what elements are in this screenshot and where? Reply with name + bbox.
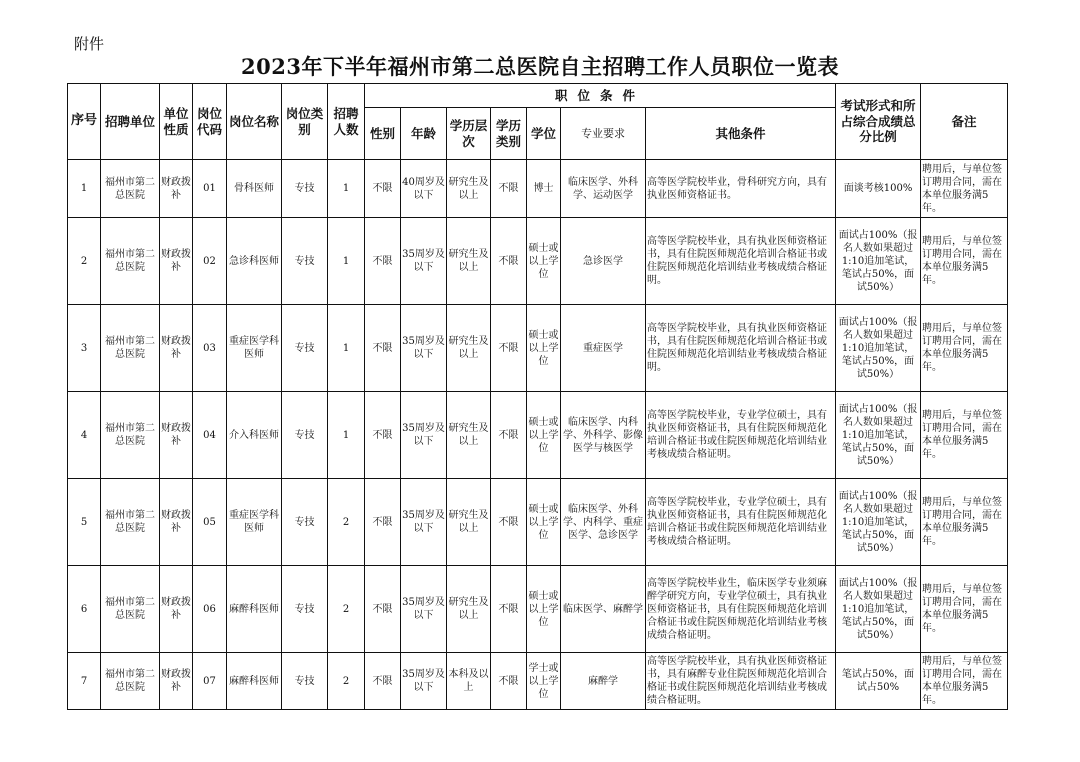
cell-unit: 福州市第二总医院: [101, 566, 160, 653]
cell-age: 35周岁及以下: [401, 653, 447, 710]
header-post-name: 岗位名称: [227, 84, 282, 160]
cell-remark: 聘用后，与单位签订聘用合同，需在本单位服务满5年。: [921, 218, 1008, 305]
cell-code: 02: [193, 218, 227, 305]
table-row: [68, 218, 1008, 305]
cell-major: 麻醉学: [561, 653, 646, 710]
table-row: [68, 653, 1008, 710]
cell-other: 高等医学院校毕业生，临床医学专业须麻醉学研究方向，专业学位硕士，具有执业医师资格证书，具有住院医师规范化培训合格证书或住院医师规范化培训结业考核成绩合格证明。: [646, 566, 836, 653]
cell-exam: 面试占100%（报名人数如果超过1:10追加笔试，笔试占50%，面试50%）: [836, 305, 921, 392]
cell-edu-type: 不限: [491, 479, 527, 566]
cell-count: 1: [328, 218, 365, 305]
cell-code: 05: [193, 479, 227, 566]
header-exam: 考试形式和所占综合成绩总分比例: [836, 84, 921, 160]
header-count: 招聘人数: [328, 84, 365, 160]
cell-nature: 财政拨补: [160, 160, 193, 218]
cell-exam: 笔试占50%，面试占50%: [836, 653, 921, 710]
cell-unit: 福州市第二总医院: [101, 392, 160, 479]
header-gender: 性别: [365, 108, 401, 160]
cell-count: 2: [328, 479, 365, 566]
cell-degree: 硕士或以上学位: [527, 479, 561, 566]
header-edu-type: 学历类别: [491, 108, 527, 160]
cell-major: 临床医学、外科学、内科学、重症医学、急诊医学: [561, 479, 646, 566]
cell-code: 06: [193, 566, 227, 653]
cell-remark: 聘用后，与单位签订聘用合同，需在本单位服务满5年。: [921, 479, 1008, 566]
cell-major: 临床医学、麻醉学: [561, 566, 646, 653]
cell-count: 1: [328, 392, 365, 479]
cell-edu: 研究生及以上: [447, 218, 491, 305]
header-code: 岗位代码: [193, 84, 227, 160]
cell-edu-type: 不限: [491, 160, 527, 218]
cell-seq: 5: [68, 479, 101, 566]
positions-table: [67, 83, 1008, 710]
header-conditions: 职位条件: [365, 84, 836, 108]
cell-type: 专技: [282, 160, 328, 218]
cell-unit: 福州市第二总医院: [101, 653, 160, 710]
cell-other: 高等医学院校毕业，具有执业医师资格证书，具有麻醉专业住院医师规范化培训合格证书或住院医师规范化培训结业考核成绩合格证明。: [646, 653, 836, 710]
cell-unit: 福州市第二总医院: [101, 218, 160, 305]
cell-unit: 福州市第二总医院: [101, 305, 160, 392]
header-unit: 招聘单位: [101, 84, 160, 160]
table-row: [68, 479, 1008, 566]
cell-age: 35周岁及以下: [401, 305, 447, 392]
cell-degree: 学士或以上学位: [527, 653, 561, 710]
table-row: [68, 392, 1008, 479]
cell-nature: 财政拨补: [160, 479, 193, 566]
cell-seq: 7: [68, 653, 101, 710]
cell-gender: 不限: [365, 479, 401, 566]
cell-type: 专技: [282, 392, 328, 479]
cell-edu-type: 不限: [491, 218, 527, 305]
cell-type: 专技: [282, 479, 328, 566]
cell-name: 麻醉科医师: [227, 653, 282, 710]
cell-remark: 聘用后，与单位签订聘用合同，需在本单位服务满5年。: [921, 305, 1008, 392]
cell-name: 急诊科医师: [227, 218, 282, 305]
cell-gender: 不限: [365, 305, 401, 392]
cell-count: 2: [328, 566, 365, 653]
cell-nature: 财政拨补: [160, 305, 193, 392]
cell-seq: 2: [68, 218, 101, 305]
cell-name: 重症医学科医师: [227, 305, 282, 392]
cell-degree: 硕士或以上学位: [527, 305, 561, 392]
cell-gender: 不限: [365, 653, 401, 710]
table-row: [68, 305, 1008, 392]
cell-degree: 硕士或以上学位: [527, 218, 561, 305]
cell-age: 35周岁及以下: [401, 566, 447, 653]
cell-major: 重症医学: [561, 305, 646, 392]
page-title: 2023年下半年福州市第二总医院自主招聘工作人员职位一览表: [241, 54, 839, 79]
table-row: [68, 566, 1008, 653]
header-edu-level: 学历层次: [447, 108, 491, 160]
cell-degree: 硕士或以上学位: [527, 566, 561, 653]
header-unit-nature: 单位性质: [160, 84, 193, 160]
cell-name: 重症医学科医师: [227, 479, 282, 566]
cell-remark: 聘用后，与单位签订聘用合同，需在本单位服务满5年。: [921, 392, 1008, 479]
cell-degree: 博士: [527, 160, 561, 218]
cell-unit: 福州市第二总医院: [101, 479, 160, 566]
cell-other: 高等医学院校毕业，专业学位硕士，具有执业医师资格证书，具有住院医师规范化培训合格证书或住院医师规范化培训结业考核成绩合格证明。: [646, 392, 836, 479]
cell-edu: 本科及以上: [447, 653, 491, 710]
cell-gender: 不限: [365, 566, 401, 653]
cell-edu: 研究生及以上: [447, 392, 491, 479]
cell-code: 07: [193, 653, 227, 710]
cell-edu: 研究生及以上: [447, 305, 491, 392]
header-major: 专业要求: [561, 108, 646, 160]
cell-exam: 面试占100%（报名人数如果超过1:10追加笔试，笔试占50%，面试50%）: [836, 218, 921, 305]
cell-name: 麻醉科医师: [227, 566, 282, 653]
header-post-type: 岗位类别: [282, 84, 328, 160]
cell-other: 高等医学院校毕业，具有执业医师资格证书，具有住院医师规范化培训合格证书或住院医师规范化培训结业考核成绩合格证明。: [646, 218, 836, 305]
cell-code: 01: [193, 160, 227, 218]
cell-type: 专技: [282, 218, 328, 305]
cell-seq: 4: [68, 392, 101, 479]
cell-degree: 硕士或以上学位: [527, 392, 561, 479]
cell-edu-type: 不限: [491, 392, 527, 479]
cell-seq: 6: [68, 566, 101, 653]
cell-unit: 福州市第二总医院: [101, 160, 160, 218]
cell-other: 高等医学院校毕业，骨科研究方向，具有执业医师资格证书。: [646, 160, 836, 218]
header-remark: 备注: [921, 84, 1008, 160]
attachment-label: 附件: [74, 35, 105, 53]
cell-edu: 研究生及以上: [447, 566, 491, 653]
cell-nature: 财政拨补: [160, 218, 193, 305]
cell-edu: 研究生及以上: [447, 160, 491, 218]
cell-nature: 财政拨补: [160, 392, 193, 479]
cell-count: 1: [328, 160, 365, 218]
cell-edu: 研究生及以上: [447, 479, 491, 566]
cell-name: 介入科医师: [227, 392, 282, 479]
cell-seq: 1: [68, 160, 101, 218]
cell-type: 专技: [282, 566, 328, 653]
cell-major: 临床医学、外科学、运动医学: [561, 160, 646, 218]
cell-nature: 财政拨补: [160, 566, 193, 653]
cell-edu-type: 不限: [491, 653, 527, 710]
cell-other: 高等医学院校毕业，具有执业医师资格证书，具有住院医师规范化培训合格证书或住院医师规范化培训结业考核成绩合格证明。: [646, 305, 836, 392]
cell-edu-type: 不限: [491, 566, 527, 653]
cell-exam: 面谈考核100%: [836, 160, 921, 218]
cell-count: 2: [328, 653, 365, 710]
cell-code: 03: [193, 305, 227, 392]
header-degree: 学位: [527, 108, 561, 160]
header-row-1: [68, 84, 1008, 108]
cell-nature: 财政拨补: [160, 653, 193, 710]
cell-major: 临床医学、内科学、外科学、影像医学与核医学: [561, 392, 646, 479]
cell-remark: 聘用后，与单位签订聘用合同，需在本单位服务满5年。: [921, 653, 1008, 710]
cell-type: 专技: [282, 653, 328, 710]
cell-gender: 不限: [365, 392, 401, 479]
cell-exam: 面试占100%（报名人数如果超过1:10追加笔试，笔试占50%，面试50%）: [836, 392, 921, 479]
cell-remark: 聘用后，与单位签订聘用合同，需在本单位服务满5年。: [921, 566, 1008, 653]
cell-age: 40周岁及以下: [401, 160, 447, 218]
table-row: [68, 160, 1008, 218]
cell-name: 骨科医师: [227, 160, 282, 218]
cell-age: 35周岁及以下: [401, 392, 447, 479]
header-age: 年龄: [401, 108, 447, 160]
cell-exam: 面试占100%（报名人数如果超过1:10追加笔试，笔试占50%，面试50%）: [836, 479, 921, 566]
header-seq: 序号: [68, 84, 101, 160]
cell-gender: 不限: [365, 218, 401, 305]
cell-age: 35周岁及以下: [401, 218, 447, 305]
cell-remark: 聘用后，与单位签订聘用合同，需在本单位服务满5年。: [921, 160, 1008, 218]
cell-age: 35周岁及以下: [401, 479, 447, 566]
cell-type: 专技: [282, 305, 328, 392]
cell-major: 急诊医学: [561, 218, 646, 305]
cell-seq: 3: [68, 305, 101, 392]
cell-code: 04: [193, 392, 227, 479]
header-other: 其他条件: [646, 108, 836, 160]
cell-edu-type: 不限: [491, 305, 527, 392]
cell-gender: 不限: [365, 160, 401, 218]
cell-exam: 面试占100%（报名人数如果超过1:10追加笔试，笔试占50%，面试50%）: [836, 566, 921, 653]
cell-other: 高等医学院校毕业，专业学位硕士，具有执业医师资格证书，具有住院医师规范化培训合格证书或住院医师规范化培训结业考核成绩合格证明。: [646, 479, 836, 566]
cell-count: 1: [328, 305, 365, 392]
